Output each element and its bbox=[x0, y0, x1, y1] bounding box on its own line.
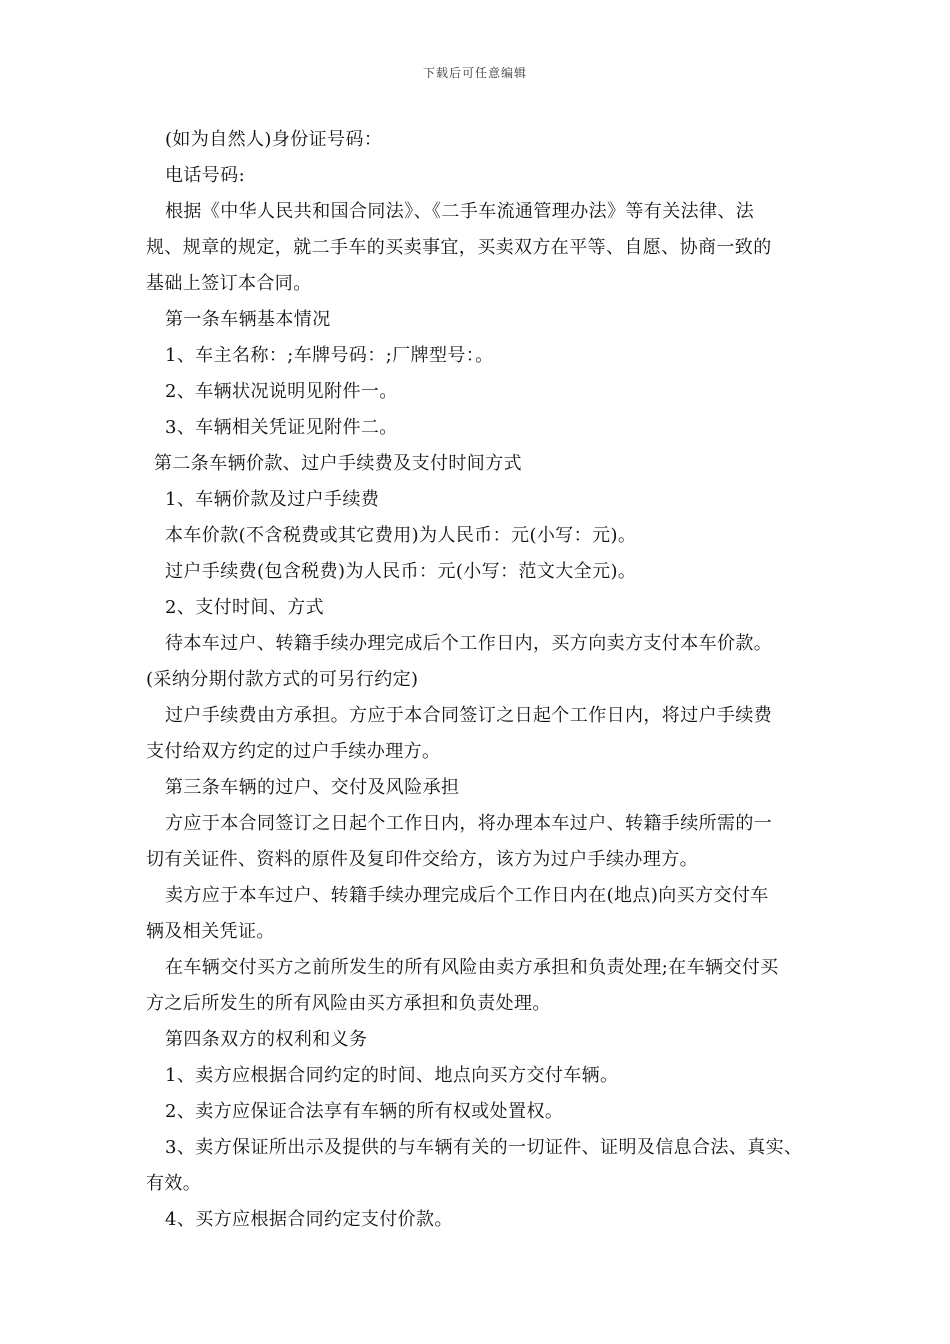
document-body bbox=[146, 122, 811, 1238]
paragraph-line: 方之后所发生的所有风险由买方承担和负责处理。 bbox=[146, 993, 551, 1014]
paragraph-line: 辆及相关凭证。 bbox=[146, 921, 275, 942]
paragraph-line: 切有关证件、资料的原件及复印件交给方，该方为过户手续办理方。 bbox=[146, 849, 698, 870]
paragraph-line: (采纳分期付款方式的可另行约定) bbox=[146, 669, 419, 690]
paragraph-line: 支付给双方约定的过户手续办理方。 bbox=[146, 741, 441, 762]
section-heading: 第二条车辆价款、过户手续费及支付时间方式 bbox=[154, 453, 522, 474]
section-heading: 第四条双方的权利和义务 bbox=[165, 1029, 368, 1050]
paragraph-line: 在车辆交付买方之前所发生的所有风险由卖方承担和负责处理;在车辆交付买 bbox=[165, 957, 779, 978]
list-item: 1、车主名称：;车牌号码：;厂牌型号：。 bbox=[165, 345, 494, 366]
list-item: 1、卖方应根据合同约定的时间、地点向买方交付车辆。 bbox=[165, 1065, 619, 1086]
paragraph-line: 过户手续费(包含税费)为人民币：元(小写：范文大全元)。 bbox=[165, 561, 637, 582]
paragraph-line: 规、规章的规定，就二手车的买卖事宜，买卖双方在平等、自愿、协商一致的 bbox=[146, 237, 772, 258]
paragraph-line: 过户手续费由方承担。方应于本合同签订之日起个工作日内，将过户手续费 bbox=[165, 705, 773, 726]
section-heading: 第一条车辆基本情况 bbox=[165, 309, 331, 330]
paragraph-line: 方应于本合同签订之日起个工作日内，将办理本车过户、转籍手续所需的一 bbox=[165, 813, 773, 834]
list-item: 3、车辆相关凭证见附件二。 bbox=[165, 417, 398, 438]
paragraph-line: 有效。 bbox=[146, 1173, 202, 1194]
paragraph-line: 卖方应于本车过户、转籍手续办理完成后个工作日内在(地点)向买方交付车 bbox=[165, 885, 769, 906]
list-item: 1、车辆价款及过户手续费 bbox=[165, 489, 380, 510]
list-item: 3、卖方保证所出示及提供的与车辆有关的一切证件、证明及信息合法、真实、 bbox=[165, 1137, 803, 1158]
paragraph-line: 根据《中华人民共和国合同法》、《二手车流通管理办法》等有关法律、法 bbox=[165, 201, 755, 222]
list-item: 2、卖方应保证合法享有车辆的所有权或处置权。 bbox=[165, 1101, 564, 1122]
paragraph-line: 本车价款(不含税费或其它费用)为人民币：元(小写：元)。 bbox=[165, 525, 637, 546]
paragraph-line: 基础上签订本合同。 bbox=[146, 273, 312, 294]
page-header: 下载后可任意编辑 bbox=[422, 66, 527, 80]
paragraph-line: 待本车过户、转籍手续办理完成后个工作日内，买方向卖方支付本车价款。 bbox=[165, 633, 773, 654]
list-item: 4、买方应根据合同约定支付价款。 bbox=[165, 1209, 453, 1230]
id-number-line: (如为自然人)身份证号码： bbox=[165, 129, 383, 150]
section-heading: 第三条车辆的过户、交付及风险承担 bbox=[165, 777, 460, 798]
list-item: 2、车辆状况说明见附件一。 bbox=[165, 381, 398, 402]
phone-number-line: 电话号码: bbox=[165, 165, 246, 186]
list-item: 2、支付时间、方式 bbox=[165, 597, 325, 618]
